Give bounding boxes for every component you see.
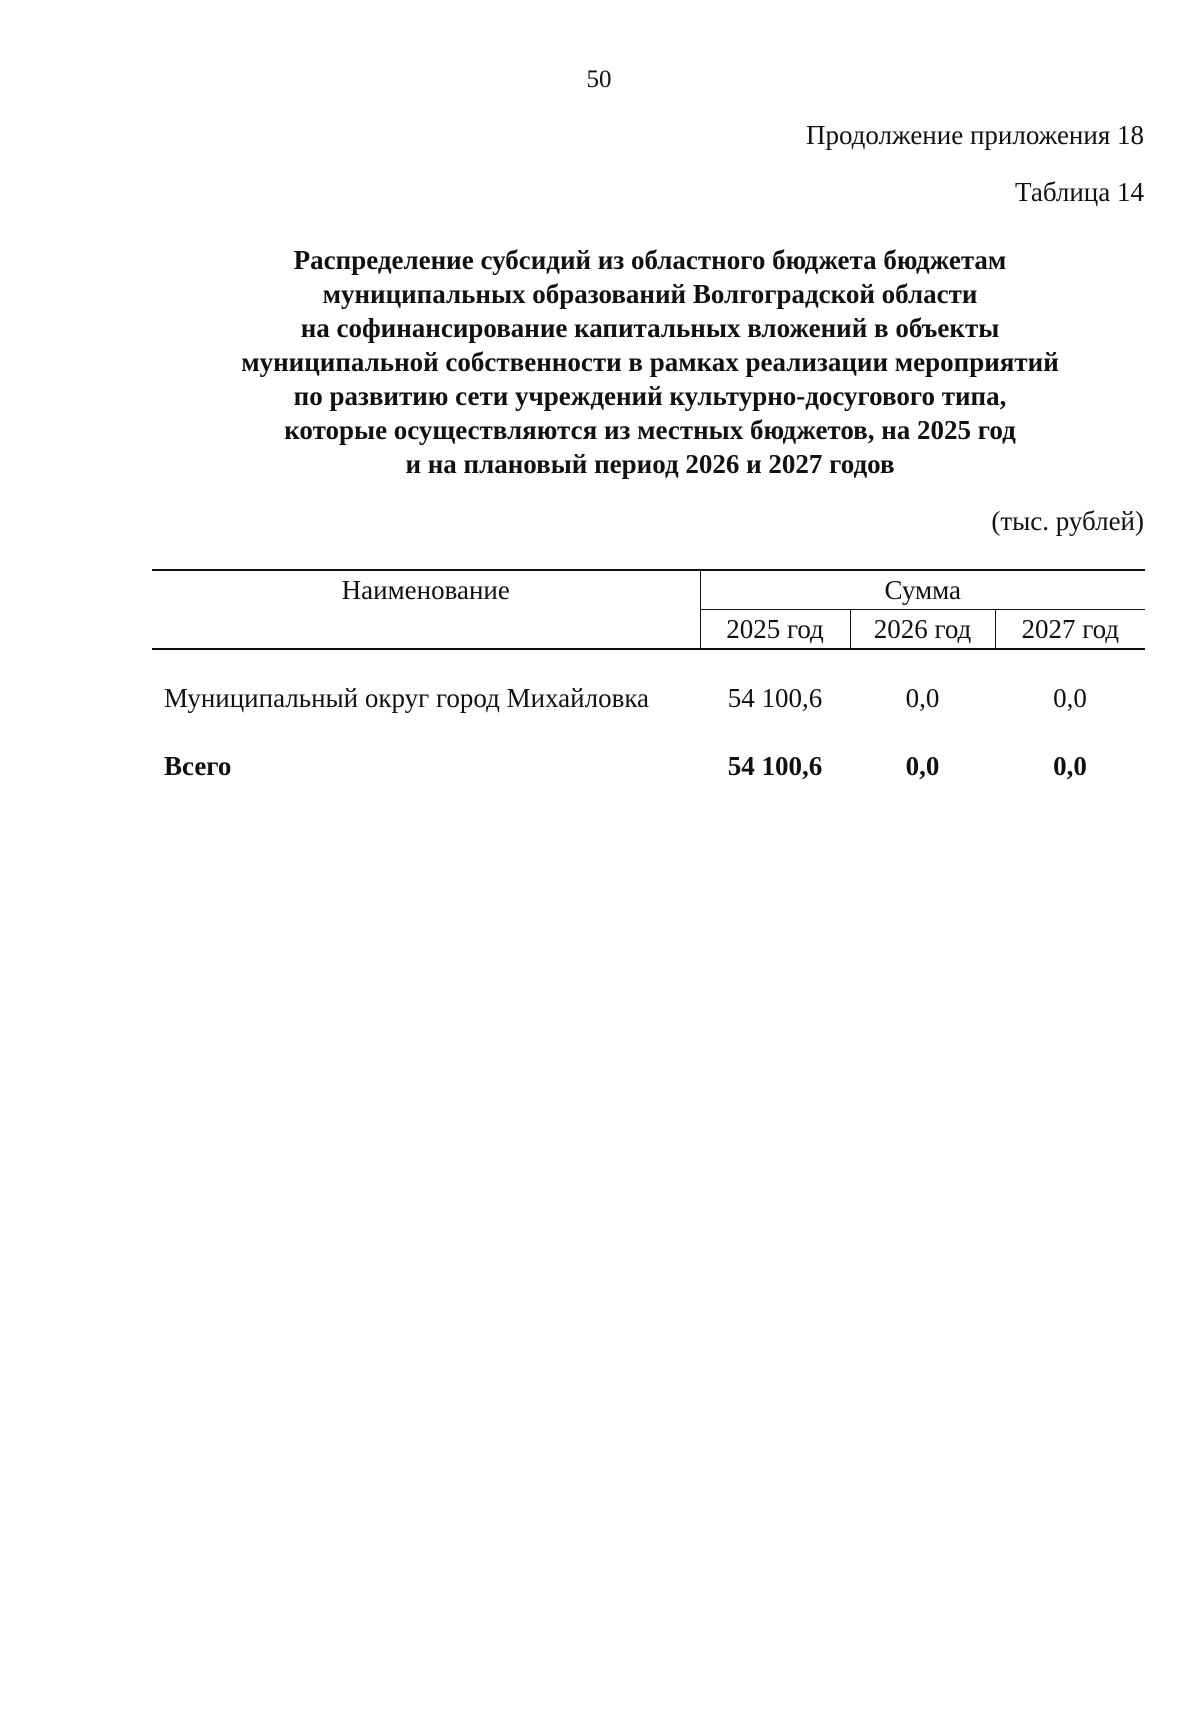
header-year-2025: 2025 год — [700, 610, 850, 650]
units-label: (тыс. рублей) — [991, 506, 1144, 536]
appendix-note: Продолжение приложения 18 — [805, 120, 1144, 150]
title-line: Распределение субсидий из областного бюджета бюджетам — [293, 245, 1007, 275]
header-year-2027: 2027 год — [995, 610, 1145, 650]
subsidy-table — [152, 569, 1145, 800]
document-title — [150, 243, 1150, 481]
table-row — [152, 664, 1145, 732]
table-label: Таблица 14 — [1015, 177, 1144, 207]
row-name: Муниципальный округ город Михайловка — [164, 682, 650, 713]
title-line: муниципальной собственности в рамках реализации мероприятий — [241, 347, 1059, 377]
spacer-row — [152, 649, 1145, 664]
title-line: по развитию сети учреждений культурно-досугового типа, — [293, 381, 1007, 411]
title-line: на софинансирование капитальных вложений в объекты — [300, 313, 1000, 343]
total-row — [152, 732, 1145, 800]
title-line: муниципальных образований Волгоградской области — [322, 279, 978, 309]
page-number: 50 — [586, 66, 612, 93]
total-name: Всего — [164, 750, 232, 781]
header-sum: Сумма — [700, 570, 1145, 610]
title-line: которые осуществляются из местных бюджетов, на 2025 год — [284, 415, 1016, 445]
row-value-2026: 0,0 — [905, 682, 940, 713]
row-value-2027: 0,0 — [1053, 682, 1087, 713]
total-value-2025: 54 100,6 — [727, 750, 823, 781]
header-name: Наименование — [152, 570, 700, 649]
row-value-2025: 54 100,6 — [727, 682, 823, 713]
header-year-2026: 2026 год — [850, 610, 995, 650]
total-value-2027: 0,0 — [1053, 750, 1087, 781]
total-value-2026: 0,0 — [905, 750, 940, 781]
title-line: и на плановый период 2026 и 2027 годов — [405, 449, 895, 479]
